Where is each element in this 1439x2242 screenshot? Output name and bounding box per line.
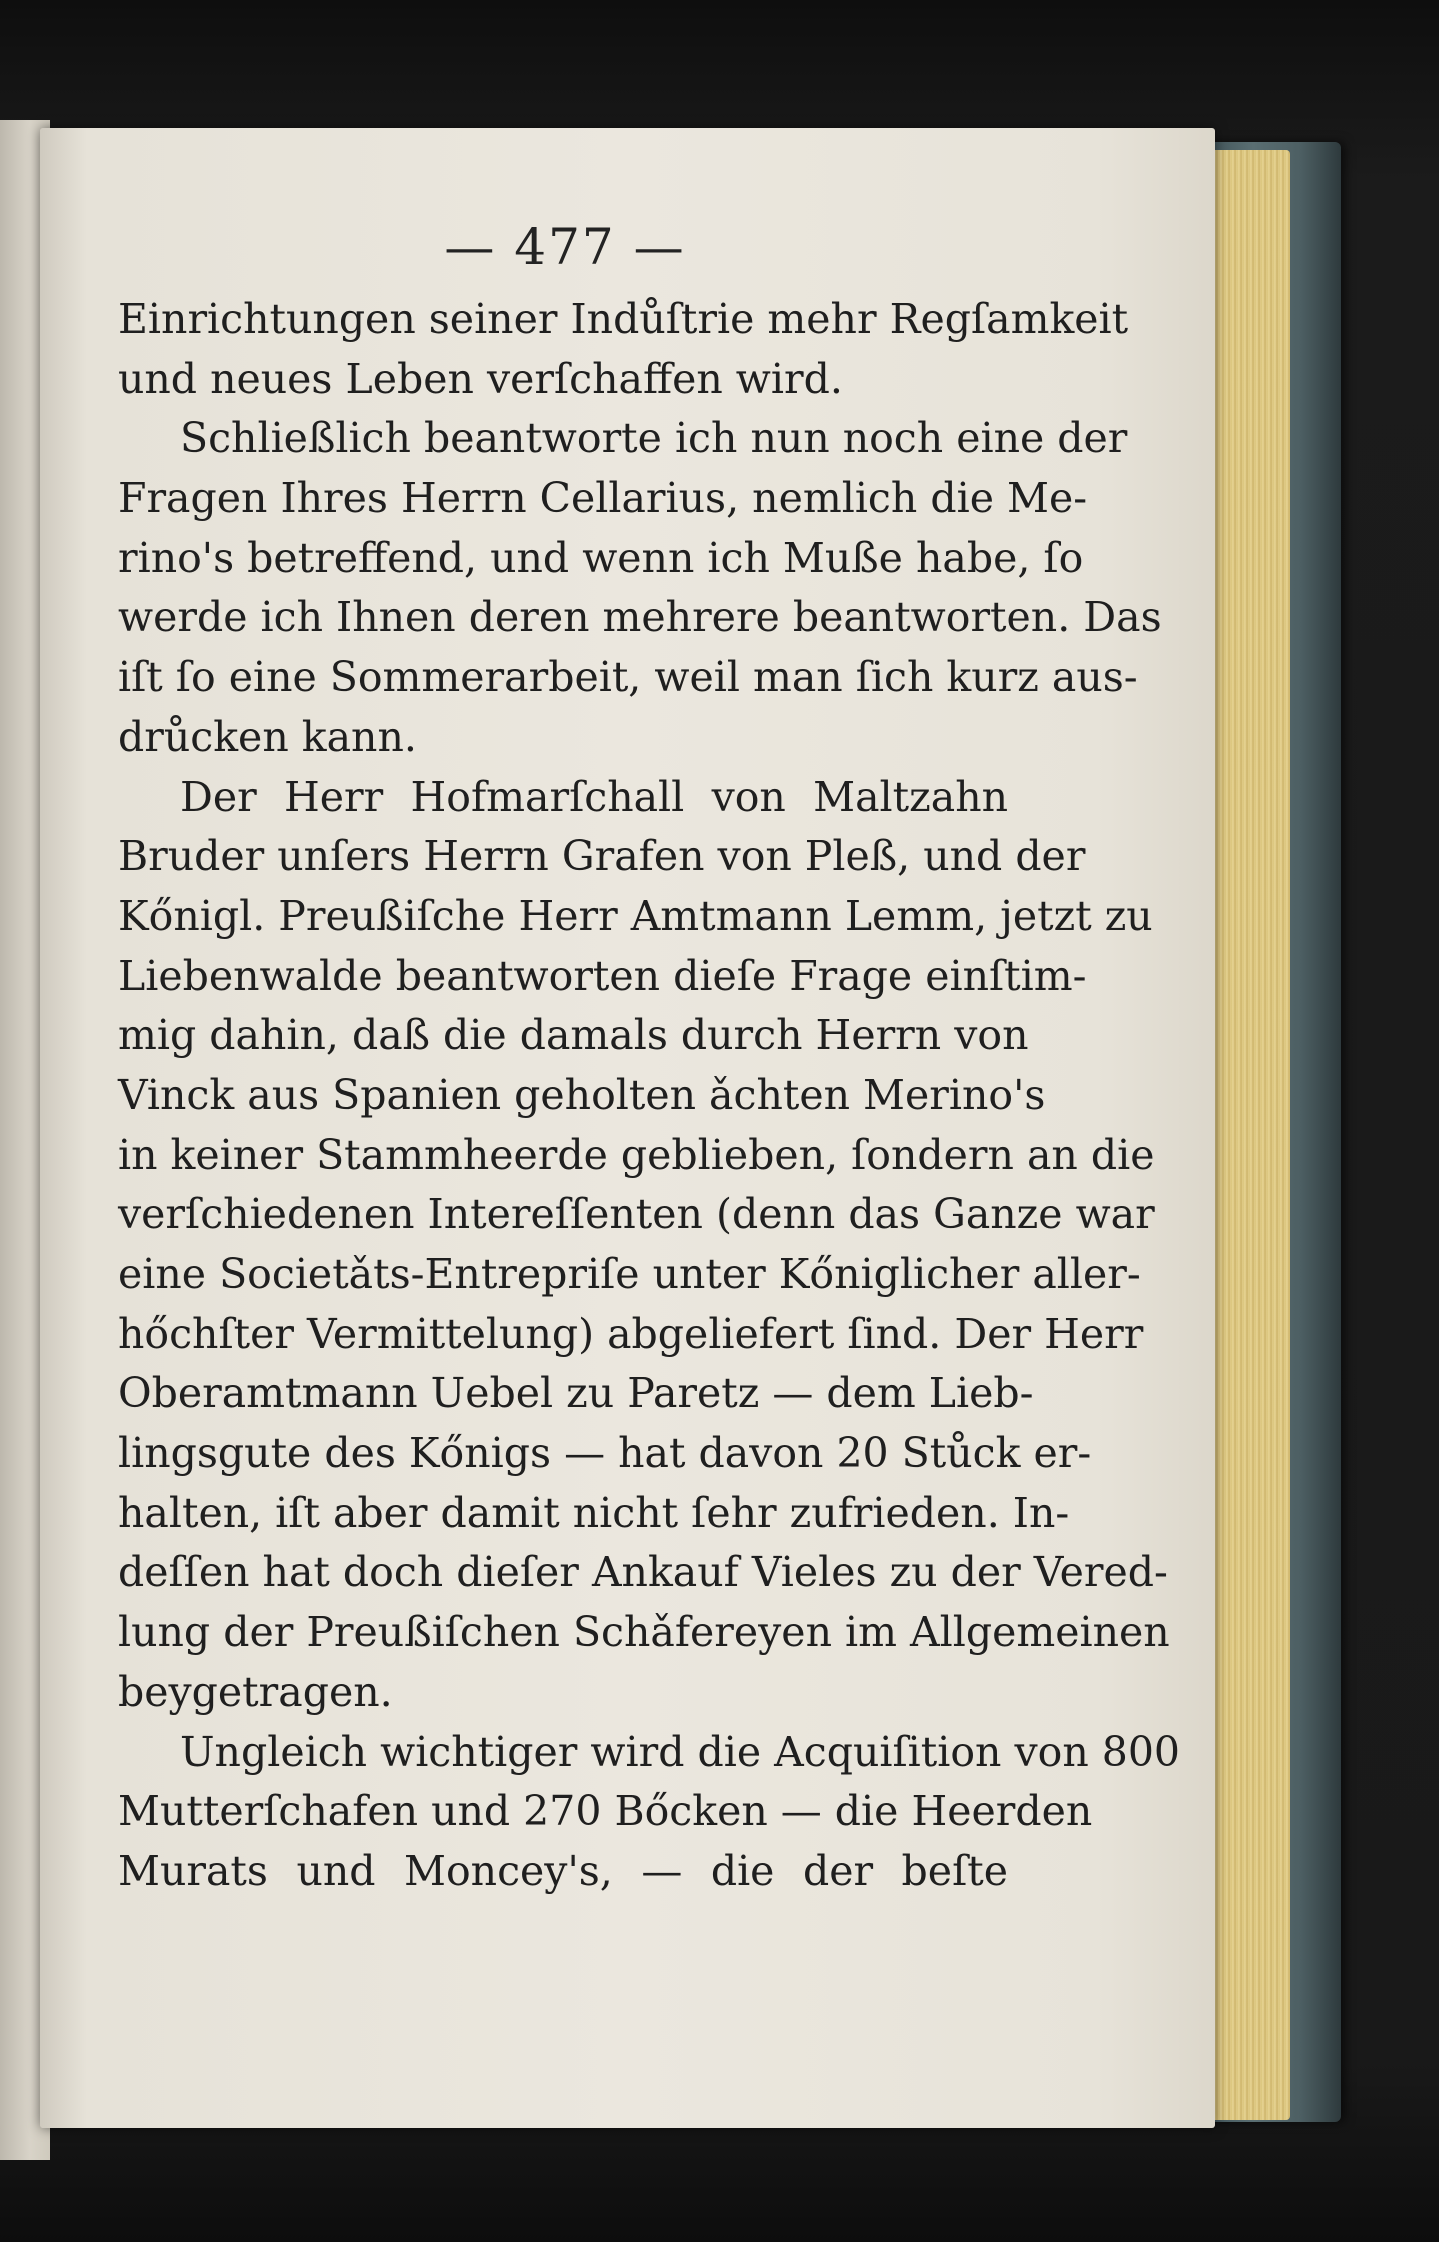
text-line: Liebenwalde beantworten dieſe Frage einſtim- xyxy=(118,951,1087,1000)
text-line: Vinck aus Spanien geholten ǎchten Merino's xyxy=(118,1070,1046,1119)
text-line: werde ich Ihnen deren mehrere beantworten. Das xyxy=(118,593,1162,642)
text-line: lung der Preußiſchen Schǎfereyen im Allgemeinen xyxy=(118,1608,1170,1657)
page-body-text xyxy=(118,290,1181,1902)
text-line: in keiner Stammheerde geblieben, ſondern an die xyxy=(118,1130,1155,1179)
text-line: Mutterſchafen und 270 Bőcken — die Heerden xyxy=(118,1787,1093,1836)
text-line: Schließlich beantworte ich nun noch eine der xyxy=(180,414,1128,463)
text-line: und neues Leben verſchaffen wird. xyxy=(118,354,843,403)
text-line: rino's betreffend, und wenn ich Muße habe, ſo xyxy=(118,533,1084,582)
text-line: drůcken kann. xyxy=(118,712,417,761)
page-number: — 477 — xyxy=(444,218,686,276)
text-line: beygetragen. xyxy=(118,1667,393,1716)
text-line: lingsgute des Kőnigs — hat davon 20 Stůck er- xyxy=(118,1429,1092,1478)
text-line: halten, iſt aber damit nicht ſehr zufrieden. In- xyxy=(118,1488,1070,1537)
text-line: deſſen hat doch dieſer Ankauf Vieles zu der Vered- xyxy=(118,1548,1168,1597)
text-line: Fragen Ihres Herrn Cellarius, nemlich die Me- xyxy=(118,474,1088,523)
text-line: verſchiedenen Intereſſenten (denn das Ganze war xyxy=(118,1190,1155,1239)
text-line: Oberamtmann Uebel zu Paretz — dem Lieb- xyxy=(118,1369,1034,1418)
text-line: Ungleich wichtiger wird die Acquiſition von 800 xyxy=(180,1727,1181,1776)
text-line: Bruder unſers Herrn Grafen von Pleß, und der xyxy=(118,832,1086,881)
text-line: mig dahin, daß die damals durch Herrn von xyxy=(118,1011,1029,1060)
text-line: Der Herr Hofmarſchall von Maltzahn xyxy=(180,772,1008,821)
text-line: Einrichtungen seiner Indůſtrie mehr Regſamkeit xyxy=(118,295,1129,343)
text-line: iſt ſo eine Sommerarbeit, weil man ſich kurz aus- xyxy=(118,653,1138,702)
text-line: Kőnigl. Preußiſche Herr Amtmann Lemm, jetzt zu xyxy=(118,891,1153,940)
text-line: hőchſter Vermittelung) abgeliefert ſind. Der Herr xyxy=(118,1309,1144,1358)
text-line: eine Societǎts-Entrepriſe unter Kőniglicher aller- xyxy=(118,1250,1141,1298)
text-line: Murats und Moncey's, — die der beſte xyxy=(118,1846,1008,1895)
